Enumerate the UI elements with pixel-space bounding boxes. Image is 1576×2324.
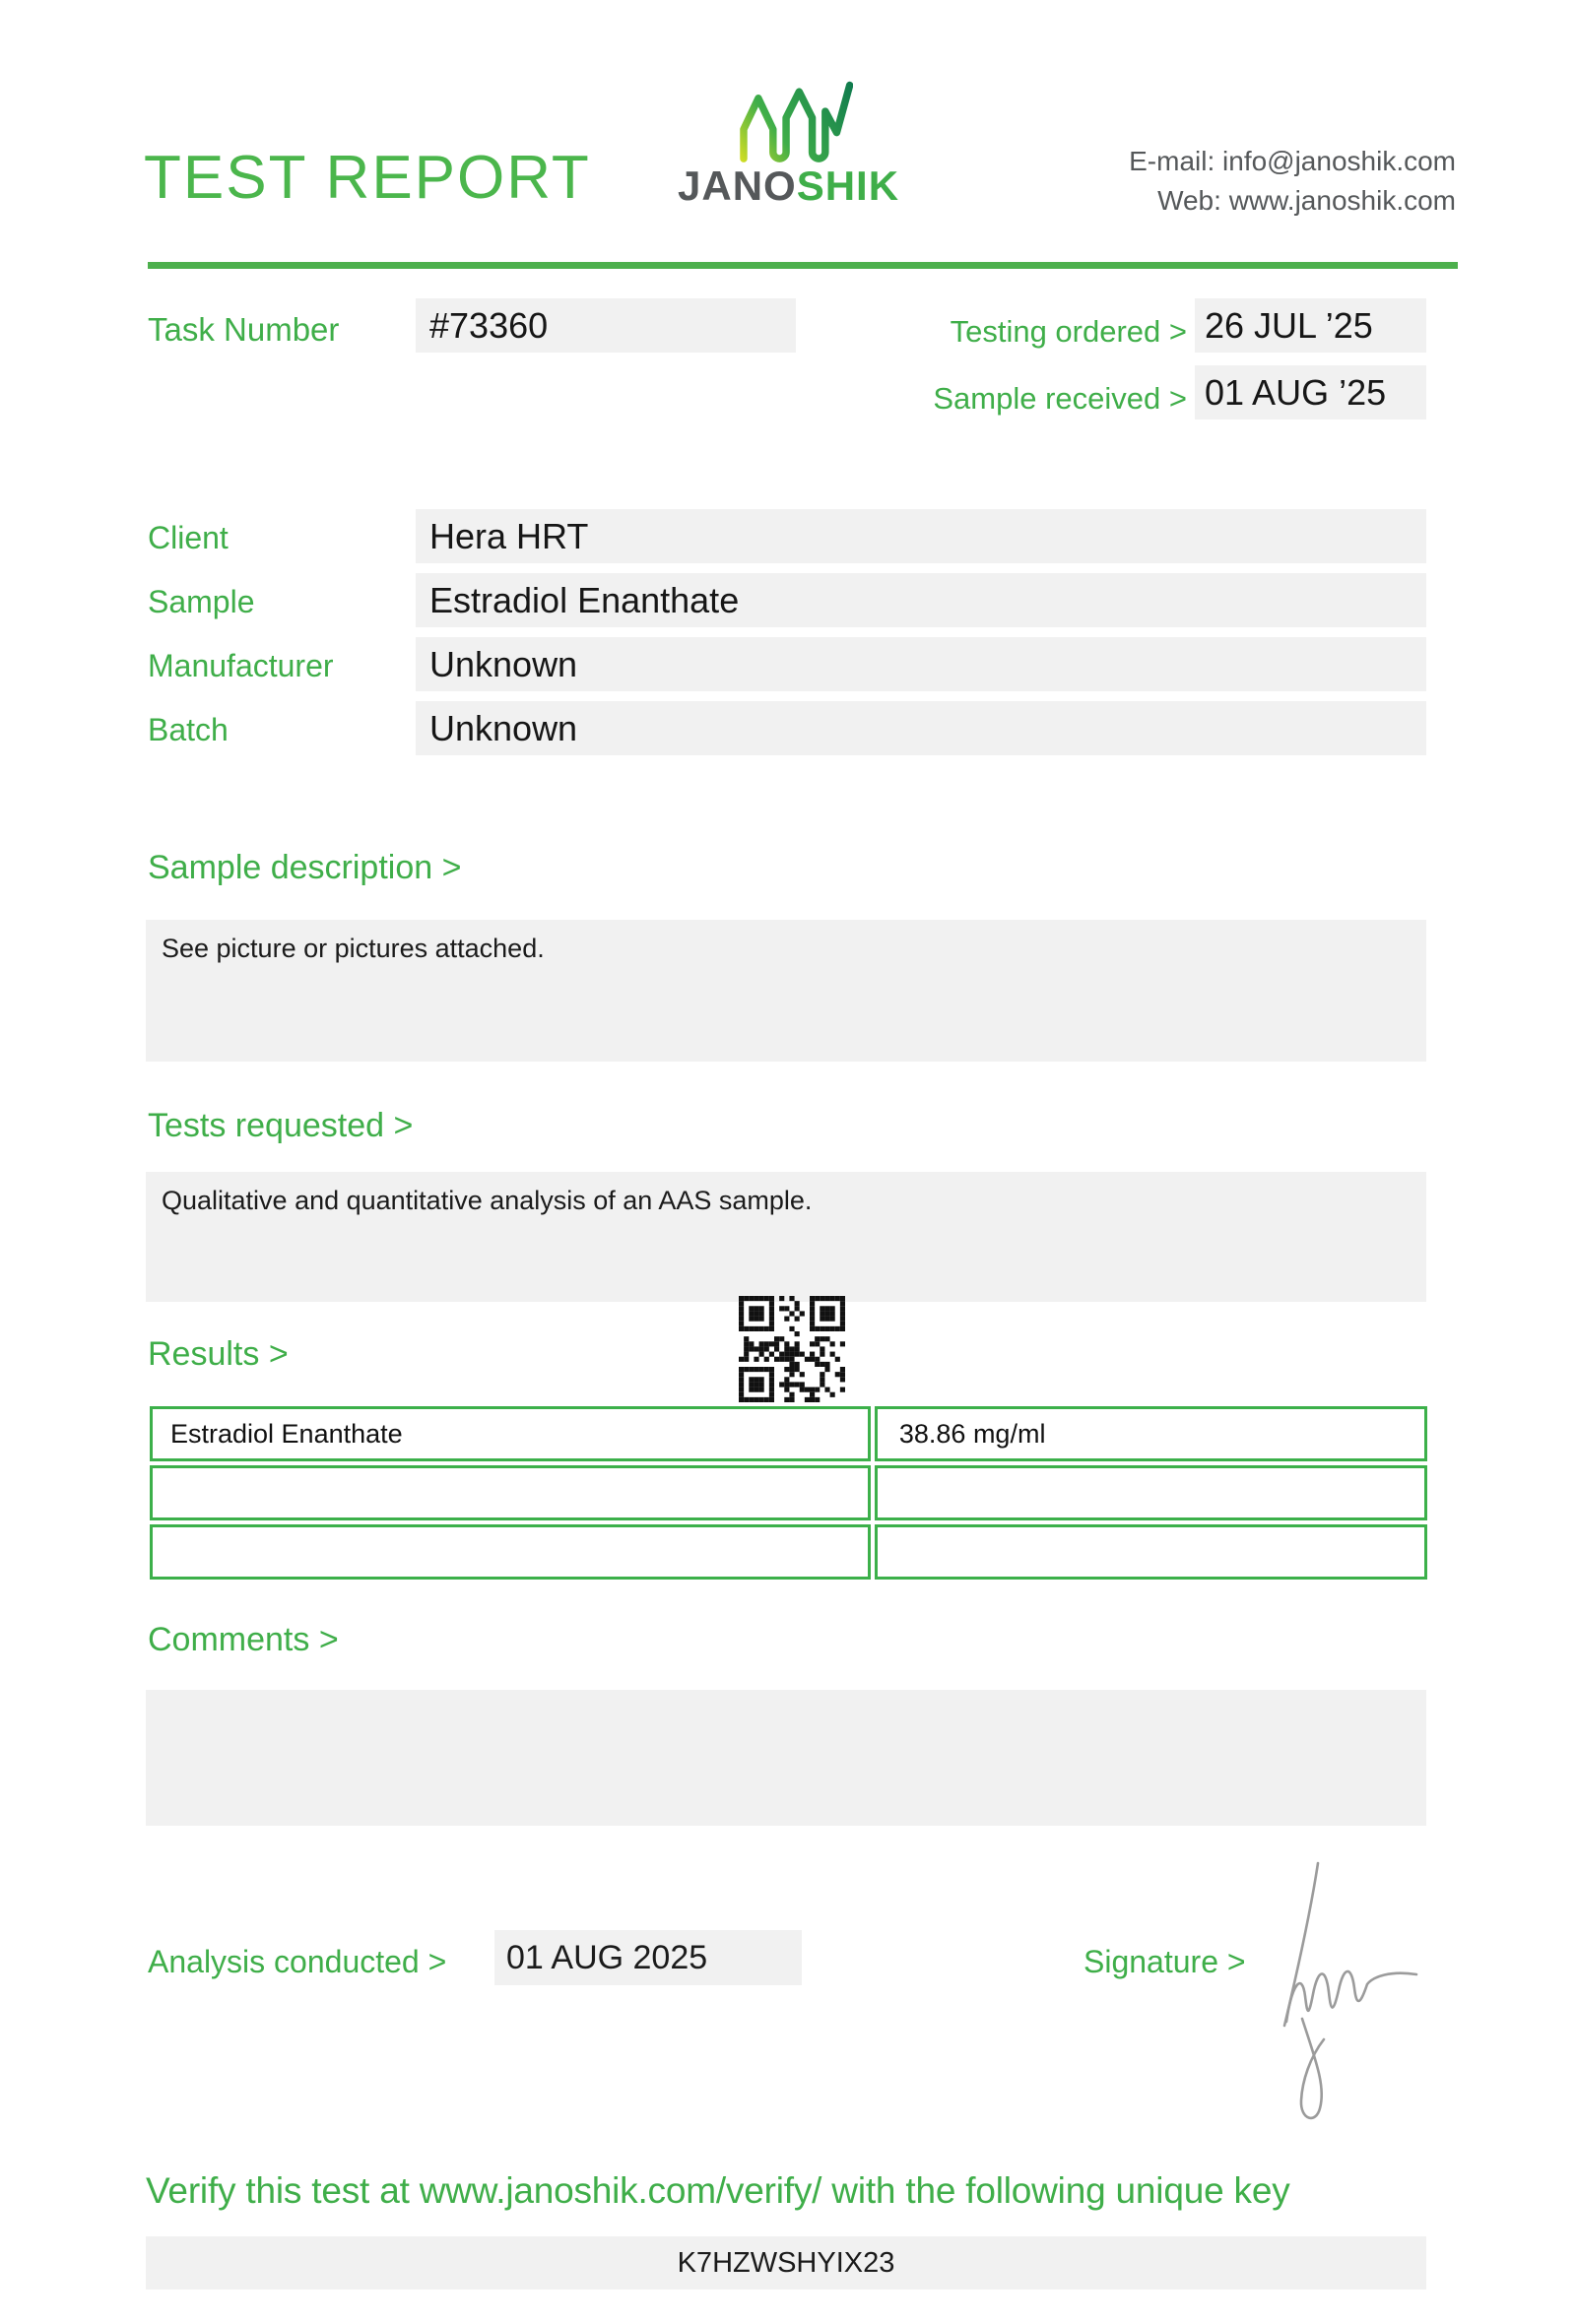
testing-ordered-date: 26 JUL ’25	[1195, 298, 1426, 353]
testing-ordered-label: Testing ordered >	[950, 314, 1187, 349]
analysis-conducted-label: Analysis conducted >	[148, 1944, 447, 1979]
results-table	[150, 1406, 1427, 1583]
table-row	[150, 1465, 1427, 1520]
result-substance	[150, 1465, 871, 1520]
sample-label: Sample	[148, 584, 255, 619]
logo-wordmark	[678, 163, 914, 209]
signature-label: Signature >	[1084, 1944, 1246, 1979]
client-label: Client	[148, 520, 229, 555]
results-heading: Results >	[148, 1335, 289, 1373]
growth-chart-icon	[739, 79, 853, 163]
qr-code	[739, 1296, 845, 1402]
header-divider	[148, 262, 1458, 269]
result-substance: Estradiol Enanthate	[150, 1406, 871, 1461]
result-amount	[875, 1465, 1427, 1520]
batch-value: Unknown	[416, 701, 1426, 755]
signature-image	[1280, 1856, 1423, 2137]
tests-requested-box: Qualitative and quantitative analysis of an AAS sample.	[146, 1172, 1426, 1302]
manufacturer-label: Manufacturer	[148, 648, 334, 683]
sample-value: Estradiol Enanthate	[416, 573, 1426, 627]
table-row	[150, 1406, 1427, 1461]
contact-email: E-mail: info@janoshik.com	[1129, 146, 1456, 176]
result-amount: 38.86 mg/ml	[875, 1406, 1427, 1461]
comments-box	[146, 1690, 1426, 1826]
task-number-label: Task Number	[148, 311, 340, 348]
contact-web: Web: www.janoshik.com	[1157, 185, 1456, 216]
tests-requested-heading: Tests requested >	[148, 1107, 414, 1144]
contact-info	[1129, 142, 1456, 221]
logo-text-dark: JANO	[678, 162, 797, 209]
unique-key: K7HZWSHYIX23	[146, 2236, 1426, 2290]
table-row	[150, 1524, 1427, 1580]
task-number-value: #73360	[416, 298, 796, 353]
analysis-date: 01 AUG 2025	[494, 1930, 802, 1985]
result-substance	[150, 1524, 871, 1580]
manufacturer-value: Unknown	[416, 637, 1426, 691]
comments-heading: Comments >	[148, 1621, 339, 1658]
sample-received-date: 01 AUG ’25	[1195, 365, 1426, 420]
client-value: Hera HRT	[416, 509, 1426, 563]
verify-instruction: Verify this test at www.janoshik.com/verify/ with the following unique key	[146, 2170, 1290, 2211]
sample-description-heading: Sample description >	[148, 849, 462, 886]
result-amount	[875, 1524, 1427, 1580]
logo-text-green: SHIK	[796, 162, 900, 209]
batch-label: Batch	[148, 712, 229, 747]
sample-description-box: See picture or pictures attached.	[146, 920, 1426, 1062]
sample-received-label: Sample received >	[933, 381, 1187, 416]
page-title: TEST REPORT	[144, 144, 591, 212]
